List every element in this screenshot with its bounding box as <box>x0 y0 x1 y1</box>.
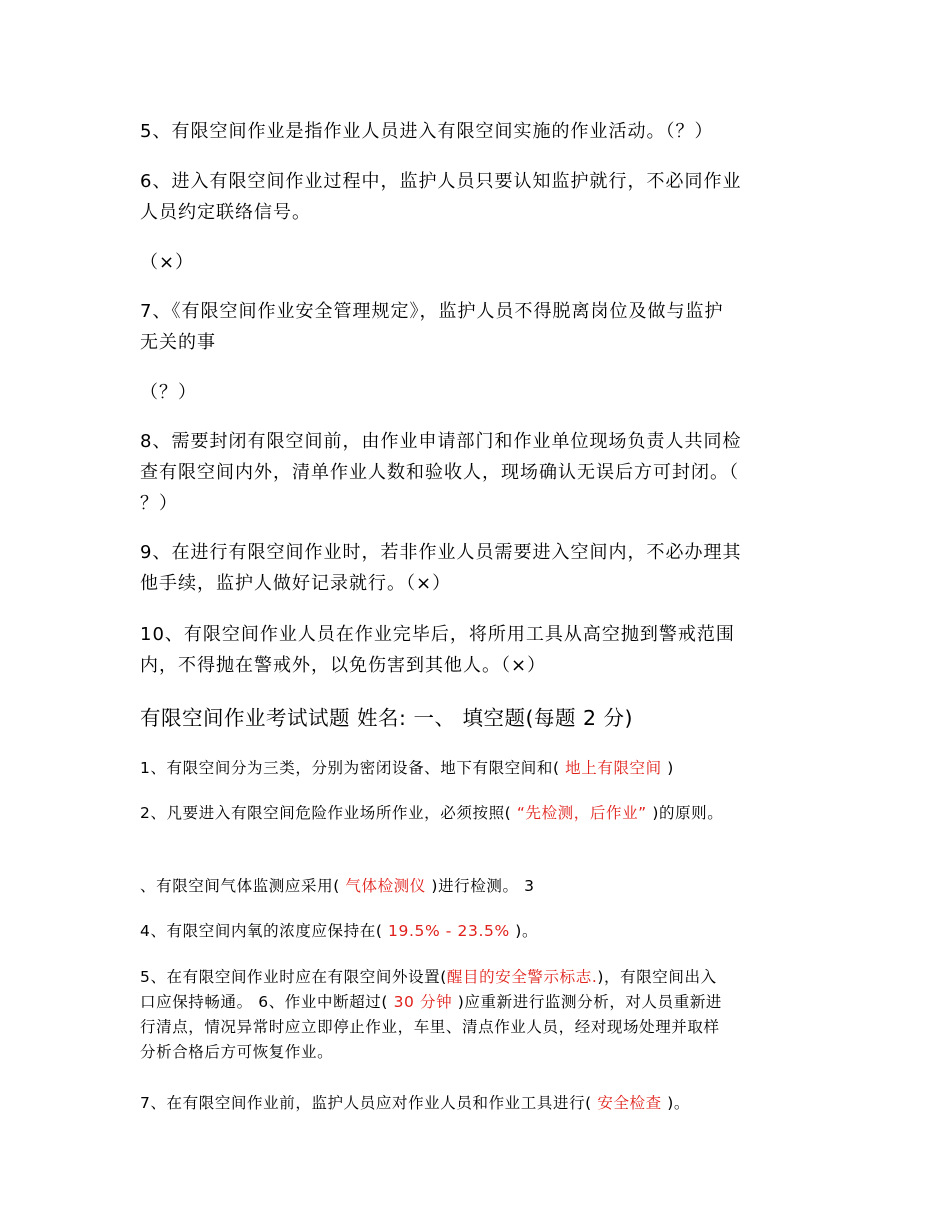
fill-question-3 <box>140 874 830 899</box>
tf-question-10 <box>140 619 812 681</box>
fill-question-4-close: )。 <box>515 922 539 940</box>
tf-question-10-line2: 内，不得抛在警戒外，以免伤害到其他人。（×） <box>140 655 547 676</box>
tf-question-7-line2: 无关的事 <box>140 332 216 353</box>
fill-question-3-answer: 气体检测仪 <box>339 877 432 895</box>
section-heading: 有限空间作业考试试题 姓名: 一、 填空题(每题 2 分) <box>140 706 634 730</box>
fill-question-2-text: 2、凡要进入有限空间危险作业场所作业，必须按照( <box>140 804 517 822</box>
tf-question-6-line1: 6、进入有限空间作业过程中，监护人员只要认知监护就行，不必同作业 <box>140 171 742 192</box>
tf-question-8-line3: ？） <box>140 493 178 514</box>
tf-question-7-line1: 7、《有限空间作业安全管理规定》，监护人员不得脱离岗位及做与监护 <box>140 301 724 322</box>
fill-question-4-answer: 19.5% - 23.5% <box>382 922 516 940</box>
tf-question-8 <box>140 426 812 519</box>
tf-question-8-line2: 查有限空间内外，清单作业人数和验收人，现场确认无误后方可封闭。（ <box>140 462 739 483</box>
tf-question-7 <box>140 296 812 358</box>
fill-question-1-answer: 地上有限空间 <box>559 759 668 777</box>
fill-question-2-answer: “先检测，后作业” <box>516 804 647 822</box>
tf-question-5: 5、有限空间作业是指作业人员进入有限空间实施的作业活动。（？） <box>140 121 714 142</box>
fill-question-5-6 <box>140 965 830 1065</box>
fill-question-4 <box>140 919 830 944</box>
fill-question-6-line3: 行清点，情况异常时应立即停止作业，车里、清点作业人员，经对现场处理并取样 <box>140 1018 720 1036</box>
fill-question-6-line4: 分析合格后方可恢复作业。 <box>140 1043 334 1061</box>
fill-question-3-text: 、有限空间气体监测应采用( <box>140 877 340 895</box>
fill-question-3-close: )进行检测。 3 <box>431 877 535 895</box>
tf-question-6-answer: （×） <box>140 252 195 273</box>
fill-question-1 <box>140 756 830 781</box>
fill-question-7 <box>140 1091 830 1116</box>
fill-question-6-close: )应重新进行监测分析，对人员重新进 <box>457 993 723 1011</box>
tf-question-6 <box>140 166 812 228</box>
fill-question-1-close: ) <box>667 759 674 777</box>
tf-question-7-answer: （？） <box>140 382 197 403</box>
fill-question-6-text: 口应保持畅通。 6、作业中断超过( <box>140 993 389 1011</box>
fill-question-5-close: )，有限空间出入 <box>597 968 717 986</box>
fill-question-5-text: 5、在有限空间作业时应在有限空间外设置( <box>140 968 447 986</box>
fill-question-2-close: )的原则。 <box>646 804 724 822</box>
fill-question-6-answer: 30 分钟 <box>388 993 458 1011</box>
tf-question-9-line1: 9、在进行有限空间作业时，若非作业人员需要进入空间内，不必办理其 <box>140 542 742 563</box>
fill-question-7-close: )。 <box>667 1094 691 1112</box>
tf-question-9-line2: 他手续，监护人做好记录就行。（×） <box>140 573 452 594</box>
fill-question-2 <box>140 801 830 826</box>
tf-question-6-line2: 人员约定联络信号。 <box>140 202 311 223</box>
tf-question-10-line1: 10、有限空间作业人员在作业完毕后，将所用工具从高空抛到警戒范围 <box>140 624 735 645</box>
fill-question-5-answer: 醒目的安全警示标志. <box>446 968 598 986</box>
fill-question-7-text: 7、在有限空间作业前，监护人员应对作业人员和作业工具进行( <box>140 1094 592 1112</box>
fill-question-4-text: 4、有限空间内氧的浓度应保持在( <box>140 922 383 940</box>
fill-question-1-text: 1、有限空间分为三类，分别为密闭设备、地下有限空间和( <box>140 759 560 777</box>
tf-question-9 <box>140 537 812 599</box>
tf-question-8-line1: 8、需要封闭有限空间前，由作业申请部门和作业单位现场负责人共同检 <box>140 431 742 452</box>
fill-question-7-answer: 安全检查 <box>591 1094 668 1112</box>
